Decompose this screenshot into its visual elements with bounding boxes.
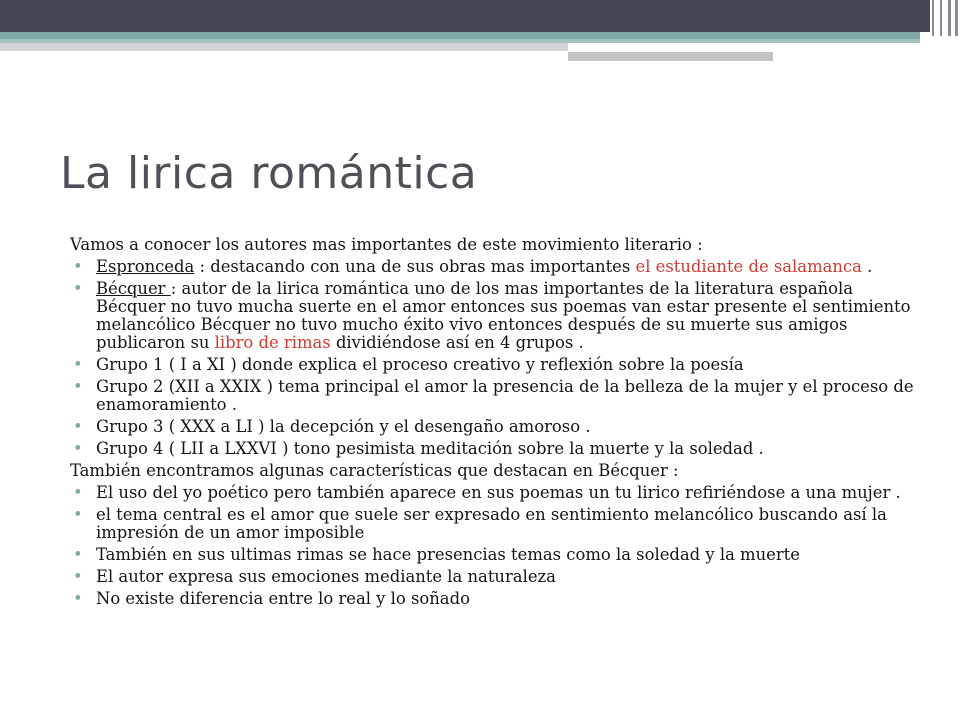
author-name-becquer: Bécquer — [96, 279, 171, 298]
author-name-espronceda: Espronceda — [96, 257, 195, 276]
teal-stripe — [0, 32, 920, 39]
bullet-caracteristica-5: • No existe diferencia entre lo real y lo soñado — [70, 590, 918, 608]
white-stripe — [568, 48, 888, 51]
bullet-grupo-2: • Grupo 2 (XII a XXIX ) tema principal el amor la presencia de la belleza de la mujer y el proceso de enamoramiento . — [70, 378, 918, 414]
slide-body — [70, 236, 918, 612]
becquer-work: libro de rimas — [214, 333, 331, 352]
gray-stripe-right — [568, 52, 773, 61]
bullet-grupo-4: • Grupo 4 ( LII a LXXVI ) tono pesimista meditación sobre la muerte y la soledad . — [70, 440, 918, 458]
corner-line — [932, 0, 934, 36]
gray-stripe-left — [0, 43, 568, 51]
espronceda-tail: . — [861, 257, 873, 276]
corner-line — [940, 0, 942, 36]
corner-line — [955, 0, 958, 36]
bullet-caracteristica-4: • El autor expresa sus emociones mediante la naturaleza — [70, 568, 918, 586]
bullet-grupo-1: • Grupo 1 ( I a XI ) donde explica el proceso creativo y reflexión sobre la poesía — [70, 356, 918, 374]
intro-caracteristicas: También encontramos algunas características que destacan en Bécquer : — [70, 461, 679, 480]
top-dark-bar — [0, 0, 960, 32]
bullet-caracteristica-3: • También en sus ultimas rimas se hace presencias temas como la soledad y la muerte — [70, 546, 918, 564]
becquer-text: : autor de la lirica romántica uno de los mas importantes de la literatura española Bécquer no tuvo mucha suerte en el amor entonces sus poemas van estar presente el sentimiento melancólico Bécquer no tuvo mucho éxito vivo entonces después de su muerte sus amigos publicaron su — [96, 279, 911, 352]
intro-autores: Vamos a conocer los autores mas importantes de este movimiento literario : — [70, 235, 703, 254]
bullet-grupo-3: • Grupo 3 ( XXX a LI ) la decepción y el desengaño amoroso . — [70, 418, 918, 436]
becquer-tail: dividiéndose así en 4 grupos . — [330, 333, 584, 352]
espronceda-text: : destacando con una de sus obras mas importantes — [194, 257, 636, 276]
bullet-caracteristica-2: • el tema central es el amor que suele ser expresado en sentimiento melancólico buscando así la impresión de un amor imposible — [70, 506, 918, 542]
bullet-espronceda — [70, 258, 918, 276]
espronceda-work: el estudiante de salamanca — [635, 257, 862, 276]
bullet-caracteristica-1: • El uso del yo poético pero también aparece en sus poemas un tu lirico refiriéndose a una mujer . — [70, 484, 918, 502]
bullet-becquer — [70, 280, 918, 352]
slide-title: La lirica romántica — [60, 148, 478, 199]
corner-line — [948, 0, 951, 36]
